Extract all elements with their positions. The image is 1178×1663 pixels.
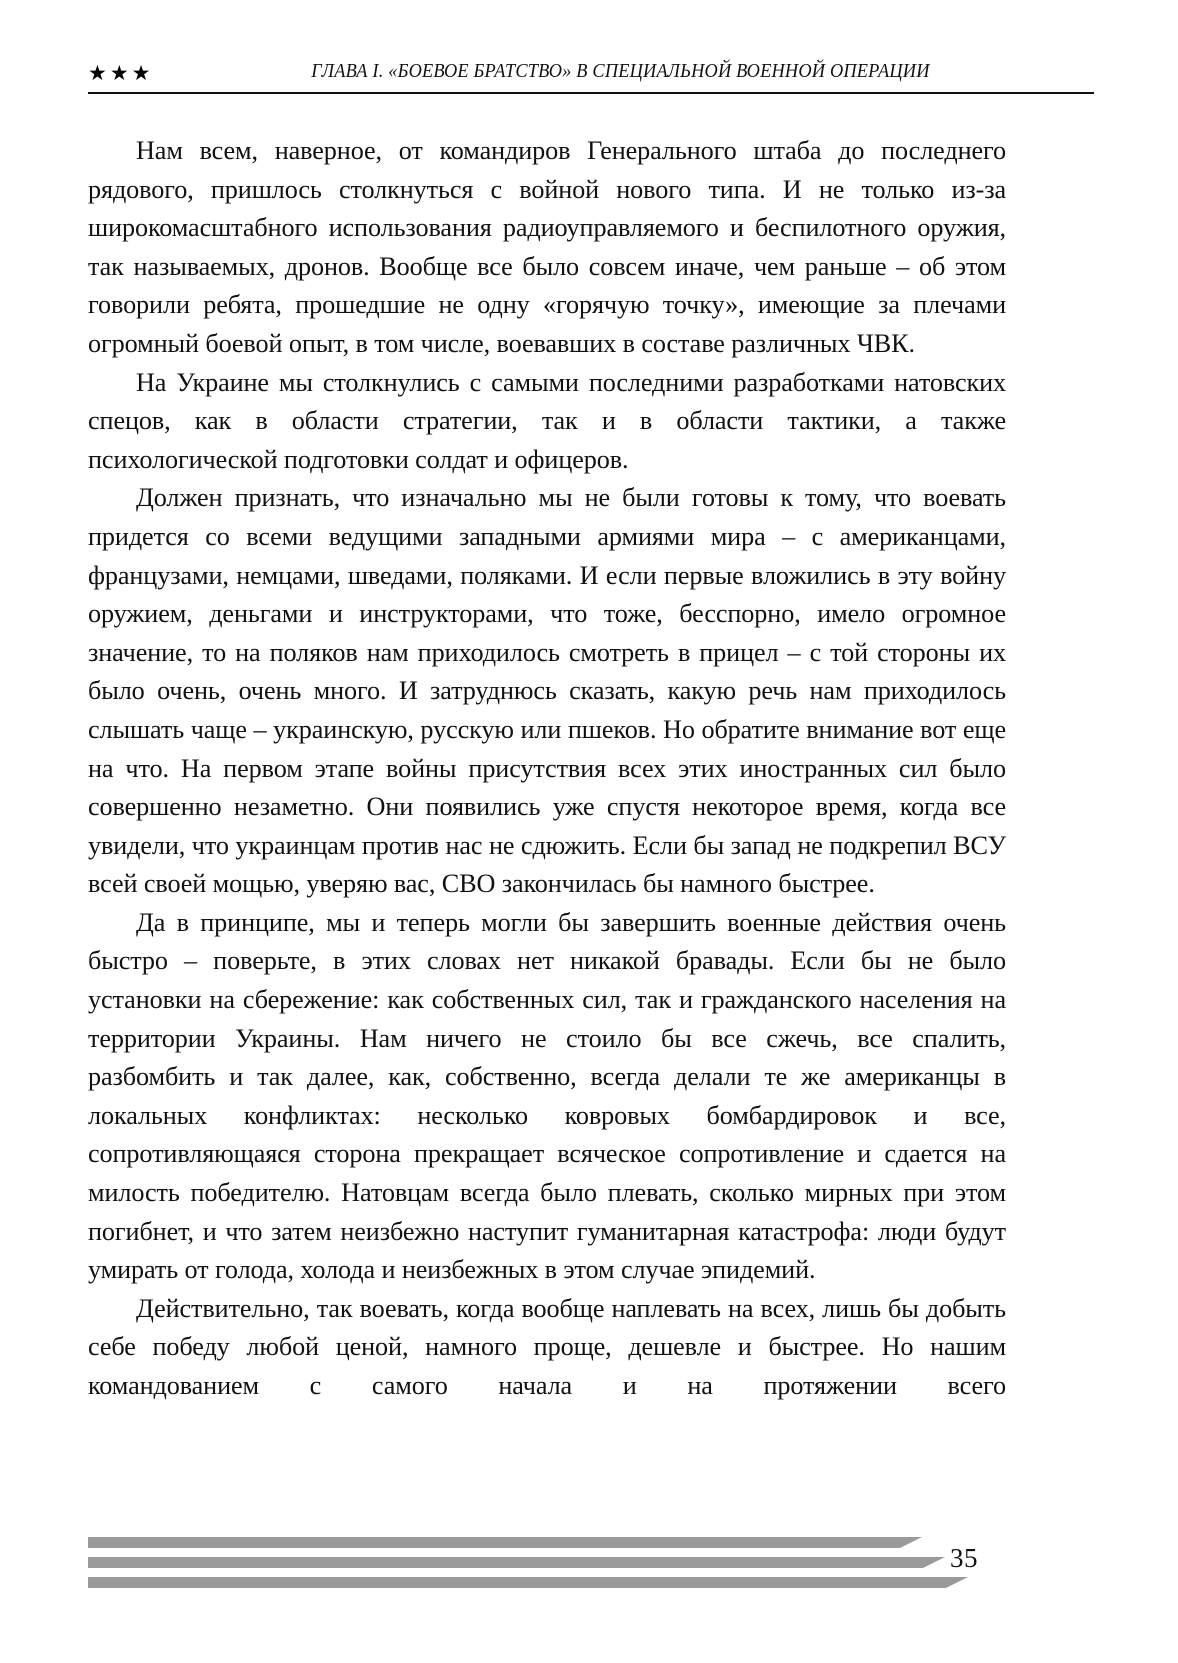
ornament-bar-2-tip (923, 1557, 945, 1568)
paragraph: Да в принципе, мы и теперь могли бы завершить военные действия очень быстро – поверьте, в этих словах нет никакой бравады. Если бы не было установки на сбережение: как собственных сил, так и гражданского населения на территории Украины. Нам ничего не стоило бы все сжечь, все спалить, разбомбить и так далее, как, собственно, всегда делали те же американцы в локальных конфликтах: несколько ковровых бомбардировок и все, сопротивляющаяся сторона прекращает всяческое сопротивление и сдается на милость победителю. Натовцам всегда было плевать, сколько мирных при этом погибнет, и что затем неизбежно наступит гуманитарная катастрофа: люди будут умирать от голода, холода и неизбежных в этом случае эпидемий. (88, 907, 1006, 1285)
body-text-column (88, 132, 1006, 1444)
footer-ornament (88, 1537, 1094, 1607)
ornament-bar-1-tip (900, 1537, 922, 1548)
ornament-bar-2 (88, 1557, 923, 1568)
ornament-bar-1 (88, 1537, 900, 1548)
paragraph: На Украине мы столкнулись с самыми последними разработками натовских спецов, как в области стратегии, так и в области тактики, а также психологической подготовки солдат и офицеров. (88, 367, 1006, 474)
paragraph: Действительно, так воевать, когда вообще наплевать на всех, лишь бы добыть себе победу любой ценой, намного проще, дешевле и быстрее. Но нашим командованием с самого начала и на протяжении всего (88, 1293, 1006, 1400)
paragraph: Нам всем, наверное, от командиров Генерального штаба до последнего рядового, пришлось столкнуться с войной нового типа. И не только из-за широкомасштабного использования радиоуправляемого и беспилотного оружия, так называемых, дронов. Вообще все было совсем иначе, чем раньше – об этом говорили ребята, прошедшие не одну «горячую точку», имеющие за плечами огромный боевой опыт, в том числе, воевавших в составе различных ЧВК. (88, 136, 1006, 358)
ornament-bar-3-tip (946, 1577, 968, 1588)
three-stars-icon: ★★★ (88, 60, 154, 85)
paragraph: Должен признать, что изначально мы не были готовы к тому, что воевать придется со всеми ведущими западными армиями мира – с американцами, французами, немцами, шведами, поляками. И если первые вложились в эту войну оружием, деньгами и инструкторами, что тоже, бесспорно, имело огромное значение, то на поляков нам приходилось смотреть в прицел – с той стороны их было очень, очень много. И затруднюсь сказать, какую речь нам приходилось слышать чаще – украинскую, русскую или пшеков. Но обратите внимание вот еще на что. На первом этапе войны присутствия всех этих иностранных сил было совершенно незаметно. Они появились уже спустя некоторое время, когда все увидели, что украинцам против нас не сдюжить. Если бы запад не подкрепил ВСУ всей своей мощью, уверяю вас, СВО закончилась бы намного быстрее. (88, 483, 1006, 899)
running-head (88, 52, 1094, 92)
header-rule (88, 92, 1094, 94)
ornament-bar-3 (88, 1577, 946, 1588)
page-number: 35 (950, 1543, 978, 1573)
chapter-running-title: ГЛАВА I. «БОЕВОЕ БРАТСТВО» В СПЕЦИАЛЬНОЙ ВОЕННОЙ ОПЕРАЦИИ (311, 61, 931, 82)
